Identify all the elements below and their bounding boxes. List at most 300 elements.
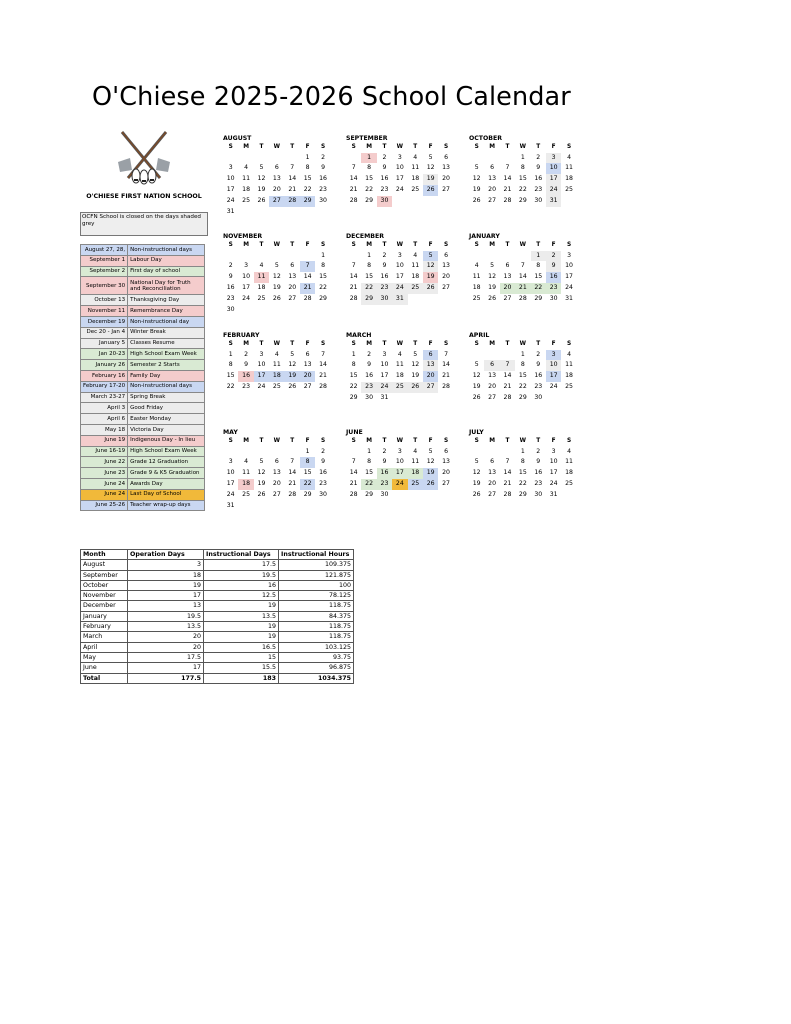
day-cell: 1 (321, 251, 325, 259)
week-row (346, 468, 454, 479)
stats-cell: 13 (128, 601, 204, 611)
day-cell: 23 (377, 283, 392, 294)
day-cell: 3 (382, 350, 387, 358)
day-cell: 5 (474, 164, 479, 172)
legend-row (81, 392, 205, 403)
day-cell: 18 (408, 468, 423, 479)
day-cell: 13 (488, 372, 497, 380)
week-row (346, 251, 454, 262)
day-cell: 16 (534, 175, 543, 183)
legend-event: Thanksgiving Day (128, 295, 205, 306)
day-cell: 31 (226, 502, 235, 510)
legend-row (81, 327, 205, 338)
stats-cell: April (81, 642, 128, 652)
stats-row (81, 580, 354, 590)
day-cell: 25 (392, 382, 407, 393)
day-cell: 24 (565, 284, 573, 292)
day-cell: 18 (242, 186, 251, 194)
weekday-header: T (290, 242, 295, 248)
stats-cell: 17 (128, 663, 204, 673)
weekday-header: S (320, 242, 326, 248)
weekday-header-row (346, 143, 454, 153)
weekday-header: S (443, 144, 449, 150)
day-cell: 8 (300, 457, 315, 468)
day-cell: 23 (546, 283, 561, 294)
day-cell: 15 (518, 469, 527, 477)
day-cell: 29 (518, 394, 527, 402)
stats-cell: 17 (128, 591, 204, 601)
day-cell: 25 (408, 479, 423, 490)
weekday-header: F (551, 341, 556, 347)
day-cell: 25 (411, 186, 420, 194)
legend-row (81, 468, 205, 479)
week-row (223, 196, 331, 207)
day-cell: 24 (546, 185, 561, 196)
stats-row (81, 570, 354, 580)
week-row (223, 350, 331, 361)
day-cell: 10 (242, 273, 251, 281)
legend-date: November 11 (81, 306, 128, 317)
legend-date: September 2 (81, 266, 128, 277)
week-row (223, 272, 331, 283)
weekday-header: W (519, 144, 527, 150)
legend-row (81, 370, 205, 381)
legend-row (81, 424, 205, 435)
legend-row (81, 349, 205, 360)
week-row (469, 457, 577, 468)
day-cell: 11 (242, 175, 251, 183)
legend-date: August 27, 28, (81, 245, 128, 256)
day-cell: 4 (244, 164, 249, 172)
legend-row (81, 266, 205, 277)
day-cell: 30 (226, 306, 235, 314)
legend-event: Good Friday (128, 403, 205, 414)
day-cell: 8 (228, 361, 233, 369)
day-cell: 20 (488, 480, 497, 488)
stats-cell: 20 (128, 632, 204, 642)
stats-cell: May (81, 652, 128, 662)
day-cell (254, 207, 269, 218)
weekday-header: T (536, 438, 541, 444)
day-cell (408, 490, 423, 501)
stats-row (81, 622, 354, 632)
weekday-header: W (273, 144, 281, 150)
day-cell (392, 196, 407, 207)
week-row (469, 174, 577, 185)
day-cell: 4 (413, 251, 418, 259)
day-cell: 13 (442, 262, 450, 270)
day-cell: 17 (549, 469, 558, 477)
day-cell: 24 (395, 186, 404, 194)
day-cell: 14 (288, 469, 297, 477)
weekday-header: S (320, 341, 326, 347)
week-row (346, 261, 454, 272)
day-cell (423, 393, 438, 404)
day-cell: 10 (257, 361, 266, 369)
day-cell: 4 (413, 447, 418, 455)
day-cell (500, 251, 515, 262)
day-cell: 17 (242, 284, 251, 292)
weekday-header: M (489, 438, 495, 444)
month-august (223, 134, 331, 218)
weekday-header: S (443, 438, 449, 444)
day-cell: 3 (244, 262, 249, 270)
day-cell: 15 (365, 273, 374, 281)
weekday-header: T (505, 341, 510, 347)
week-row (223, 261, 331, 272)
day-cell (315, 305, 330, 316)
weekday-header: W (273, 438, 281, 444)
day-cell: 25 (242, 197, 251, 205)
legend-event: Remembrance Day (128, 306, 205, 317)
week-row (469, 490, 577, 501)
day-cell (223, 251, 238, 262)
month-december (346, 232, 454, 305)
day-cell: 14 (503, 469, 512, 477)
day-cell (484, 251, 499, 262)
day-cell: 7 (300, 261, 315, 272)
day-cell: 27 (503, 295, 512, 303)
legend-event: Awards Day (128, 478, 205, 489)
day-cell: 29 (361, 294, 376, 305)
week-row (346, 371, 454, 382)
week-row (223, 163, 331, 174)
day-cell (408, 294, 423, 305)
day-cell: 30 (377, 196, 392, 207)
crossed-feathers-logo (114, 128, 174, 188)
legend-event: Labour Day (128, 255, 205, 266)
day-cell: 20 (488, 383, 497, 391)
stats-cell: 1034.375 (279, 673, 354, 683)
day-cell: 9 (244, 361, 249, 369)
day-cell: 30 (319, 197, 327, 205)
week-row (223, 501, 331, 512)
week-row (223, 251, 331, 262)
weekday-header: T (382, 438, 387, 444)
day-cell: 27 (488, 491, 497, 499)
day-cell: 2 (382, 447, 387, 455)
weekday-header-row (469, 143, 577, 153)
day-cell (269, 251, 284, 262)
legend-event: Last Day of School (128, 489, 205, 500)
day-cell: 3 (551, 447, 556, 455)
week-row (469, 153, 577, 164)
day-cell: 28 (442, 383, 450, 391)
weekday-header: M (489, 144, 495, 150)
day-cell: 12 (423, 261, 438, 272)
day-cell: 14 (503, 372, 512, 380)
day-cell: 13 (488, 469, 497, 477)
day-cell: 12 (472, 372, 481, 380)
day-cell: 10 (226, 469, 235, 477)
day-cell: 11 (254, 272, 269, 283)
week-row (223, 153, 331, 164)
day-cell: 5 (423, 251, 438, 262)
day-cell: 5 (290, 350, 295, 358)
day-cell: 5 (274, 262, 279, 270)
day-cell (515, 251, 530, 262)
stats-cell: 19 (204, 622, 279, 632)
weekday-header: T (505, 438, 510, 444)
weekday-header: S (228, 242, 233, 248)
day-cell: 13 (503, 273, 512, 281)
stats-cell: 17.5 (128, 652, 204, 662)
day-cell: 6 (490, 164, 495, 172)
day-cell: 23 (534, 383, 543, 391)
day-cell: 20 (442, 273, 450, 281)
day-cell: 14 (303, 273, 312, 281)
month-name: JUNE (346, 429, 363, 436)
weekday-header: T (382, 341, 387, 347)
day-cell: 4 (259, 262, 264, 270)
day-cell (484, 350, 499, 361)
weekday-header: S (443, 341, 449, 347)
week-row (346, 283, 454, 294)
day-cell: 7 (351, 164, 356, 172)
day-cell (254, 501, 269, 512)
weekday-header: F (551, 438, 556, 444)
day-cell (484, 153, 499, 164)
day-cell (469, 251, 484, 262)
day-cell: 26 (272, 295, 281, 303)
day-cell: 16 (238, 371, 253, 382)
legend-row (81, 435, 205, 446)
month-name: SEPTEMBER (346, 135, 388, 142)
month-november (223, 232, 331, 316)
month-name: APRIL (469, 332, 490, 339)
day-cell (285, 153, 300, 164)
day-cell: 5 (428, 447, 433, 455)
day-cell: 28 (288, 491, 297, 499)
day-cell: 24 (242, 295, 251, 303)
day-cell: 1 (305, 447, 310, 455)
weekday-header: S (320, 144, 326, 150)
legend-date: Dec 20 - Jan 4 (81, 327, 128, 338)
day-cell: 20 (488, 186, 497, 194)
day-cell: 21 (503, 186, 512, 194)
day-cell: 17 (226, 480, 235, 488)
month-name: FEBRUARY (223, 332, 260, 339)
day-cell: 7 (505, 458, 510, 466)
day-cell: 31 (549, 491, 558, 499)
day-cell: 1 (367, 447, 372, 455)
day-cell: 30 (534, 394, 543, 402)
weekday-header: W (519, 438, 527, 444)
day-cell: 9 (536, 458, 541, 466)
day-cell: 22 (518, 480, 527, 488)
day-cell (238, 207, 253, 218)
stats-row (81, 560, 354, 570)
day-cell (254, 305, 269, 316)
day-cell: 26 (472, 394, 481, 402)
month-name: NOVEMBER (223, 233, 263, 240)
month-name: JANUARY (469, 233, 500, 240)
week-row (346, 174, 454, 185)
day-cell: 22 (226, 383, 235, 391)
stats-cell: October (81, 580, 128, 590)
day-cell: 31 (380, 394, 389, 402)
day-cell: 6 (305, 350, 310, 358)
day-cell: 9 (536, 164, 541, 172)
day-cell (315, 501, 330, 512)
day-cell: 4 (567, 447, 571, 455)
day-cell: 12 (426, 164, 435, 172)
legend-date: June 19 (81, 435, 128, 446)
day-cell: 1 (520, 350, 525, 358)
stats-cell: 19.5 (128, 611, 204, 621)
day-cell: 23 (534, 480, 543, 488)
weekday-header: M (489, 341, 495, 347)
day-cell: 6 (444, 447, 448, 455)
weekday-header: S (474, 242, 479, 248)
day-cell (285, 447, 300, 458)
day-cell: 19 (257, 186, 266, 194)
day-cell: 15 (319, 273, 327, 281)
day-cell: 2 (244, 350, 249, 358)
day-cell: 28 (503, 197, 512, 205)
day-cell: 28 (503, 491, 512, 499)
day-cell: 22 (361, 479, 376, 490)
weekday-header: F (551, 144, 556, 150)
day-cell: 9 (367, 361, 372, 369)
day-cell: 6 (290, 262, 295, 270)
weekday-header: T (259, 438, 264, 444)
day-cell: 15 (303, 469, 312, 477)
day-cell (438, 294, 453, 305)
day-cell: 6 (274, 458, 279, 466)
weekday-header: S (474, 438, 479, 444)
weekday-header-row (346, 340, 454, 350)
day-cell: 10 (395, 164, 404, 172)
stats-header: Instructional Days (204, 550, 279, 560)
week-row (223, 447, 331, 458)
day-cell: 25 (565, 383, 573, 391)
day-cell: 24 (549, 383, 558, 391)
day-cell: 4 (397, 350, 402, 358)
day-cell: 16 (365, 372, 374, 380)
stats-cell: 183 (204, 673, 279, 683)
stats-row (81, 663, 354, 673)
day-cell (300, 501, 315, 512)
day-cell: 13 (272, 469, 281, 477)
legend-row (81, 306, 205, 317)
day-cell: 4 (567, 153, 571, 161)
day-cell: 7 (351, 262, 356, 270)
week-row (223, 457, 331, 468)
day-cell (269, 207, 284, 218)
legend-event: Easter Monday (128, 414, 205, 425)
week-row (346, 196, 454, 207)
weekday-header: S (443, 242, 449, 248)
week-row (223, 185, 331, 196)
day-cell (469, 350, 484, 361)
closed-days-note: OCFN School is closed on the days shaded grey (80, 212, 208, 236)
events-legend (80, 244, 205, 511)
legend-event: Winter Break (128, 327, 205, 338)
month-may (223, 428, 331, 512)
weekday-header: W (519, 242, 527, 248)
weekday-header: S (351, 144, 356, 150)
stats-row (81, 601, 354, 611)
day-cell: 10 (565, 262, 573, 270)
day-cell: 28 (349, 491, 358, 499)
legend-date: June 24 (81, 489, 128, 500)
legend-event: Semester 2 Starts (128, 360, 205, 371)
day-cell: 25 (257, 295, 266, 303)
day-cell: 29 (518, 491, 527, 499)
day-cell: 8 (305, 164, 310, 172)
day-cell: 7 (444, 350, 448, 358)
week-row (469, 360, 577, 371)
day-cell (500, 153, 515, 164)
day-cell: 16 (319, 175, 327, 183)
day-cell (269, 153, 284, 164)
day-cell: 17 (395, 175, 404, 183)
day-cell: 29 (303, 491, 312, 499)
day-cell: 10 (380, 361, 389, 369)
stats-cell: 13.5 (128, 622, 204, 632)
week-row (469, 468, 577, 479)
day-cell: 19 (257, 480, 266, 488)
day-cell (269, 447, 284, 458)
day-cell: 22 (361, 283, 376, 294)
day-cell: 20 (423, 371, 438, 382)
stats-cell: 12.5 (204, 591, 279, 601)
stats-cell: 177.5 (128, 673, 204, 683)
day-cell: 22 (518, 186, 527, 194)
day-cell: 22 (518, 383, 527, 391)
day-cell (269, 305, 284, 316)
day-cell: 29 (365, 491, 374, 499)
day-cell: 2 (228, 262, 233, 270)
stats-cell: August (81, 560, 128, 570)
weekday-header: W (273, 242, 281, 248)
day-cell: 6 (490, 458, 495, 466)
stats-cell: February (81, 622, 128, 632)
weekday-header: W (273, 341, 281, 347)
day-cell: 7 (290, 164, 295, 172)
legend-row (81, 255, 205, 266)
stats-cell: 109.375 (279, 560, 354, 570)
stats-cell: 96.875 (279, 663, 354, 673)
day-cell: 2 (536, 350, 541, 358)
day-cell: 27 (423, 382, 438, 393)
day-cell: 4 (474, 262, 479, 270)
stats-cell: 103.125 (279, 642, 354, 652)
day-cell: 18 (565, 469, 573, 477)
day-cell: 4 (274, 350, 279, 358)
day-cell: 31 (546, 196, 561, 207)
day-cell: 5 (474, 361, 479, 369)
day-cell (408, 196, 423, 207)
stats-header: Instructional Hours (279, 550, 354, 560)
stats-row (81, 642, 354, 652)
weekday-header: T (382, 242, 387, 248)
month-name: OCTOBER (469, 135, 502, 142)
day-cell: 27 (288, 295, 297, 303)
legend-date: June 16-19 (81, 446, 128, 457)
legend-event: Grade 12 Graduation (128, 457, 205, 468)
day-cell: 8 (367, 164, 372, 172)
stats-row (81, 652, 354, 662)
day-cell: 25 (408, 283, 423, 294)
legend-event: High School Exam Week (128, 349, 205, 360)
weekday-header: S (474, 341, 479, 347)
day-cell: 21 (300, 283, 315, 294)
day-cell: 11 (242, 469, 251, 477)
month-july (469, 428, 577, 501)
day-cell: 12 (272, 273, 281, 281)
